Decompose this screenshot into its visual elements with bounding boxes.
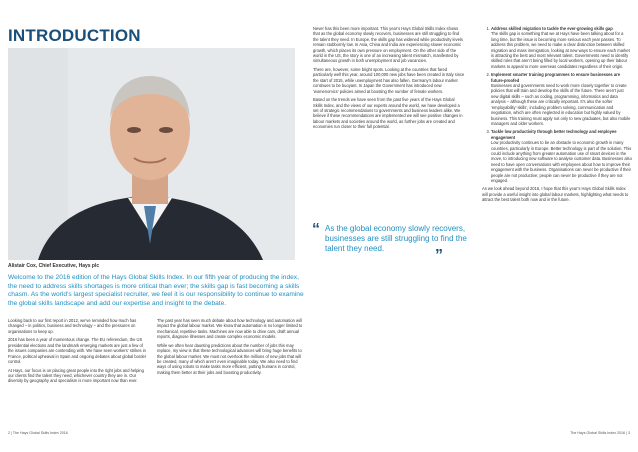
close-quote-icon: ” — [435, 247, 443, 264]
paragraph: Based on the trends we have seen from the past five years of the Hays Global Skills Index, and the views of our experts around the world, we have developed a set of strategic recommendations to governments and business leaders alike. We believe if these recommendations are implemented we will see positive changes in labour markets and societies around the world, as further jobs are created and economies run closer to their full potential. — [313, 97, 463, 130]
recommendation-heading: 1. Address skilled migration to tackle the ever-growing skills gap — [491, 26, 613, 31]
body-column-1 — [8, 318, 148, 387]
page-title: INTRODUCTION — [8, 26, 141, 45]
recommendations-list — [482, 26, 632, 183]
recommendations-column — [482, 26, 632, 203]
body-column-3 — [313, 26, 465, 133]
footer-right: The Hays Global Skills Index 2016 | 3 — [570, 431, 630, 435]
paragraph: Looking back to our first report in 2012, we’ve reminded how much has changed – in politics, business and technology – and the pressures on organisations to keep up. — [8, 318, 137, 334]
footer-left: 2 | The Hays Global Skills Index 2016 — [8, 431, 68, 435]
pull-quote — [312, 221, 473, 264]
portrait-illustration — [8, 48, 295, 260]
paragraph: At Hays, our focus is on placing great people into the right jobs and helping our clients find the talent they need, whichever country they are in. Our diversity by geography and specialism is more important now than ever. — [8, 367, 144, 384]
list-item — [491, 26, 632, 69]
intro-paragraph: Welcome to the 2016 edition of the Hays Global Skills Index. In our fifth year of producing the index, the need to address skills shortages is more critical than ever; the skills gap is fast becoming a skills chasm. As the world’s largest specialist recruiter, we feel it is our responsibility to continue to examine the global skills landscape and add our expertise and insight to the debate. — [8, 274, 304, 307]
paragraph: Never has this been more important. This year’s Hays Global Skills Index shows that as the global economy slowly recovers, businesses are still struggling to find the talent they need. In Europe, the skills gap has widened while productivity levels remain stubbornly low. In Asia, China and India are experiencing slower economic growth, which places its own pressure on employment. On the other side of the world in the US, the story is one of an increasing talent mismatch, manifested by simultaneous growth in both unemployment and job vacancies. — [313, 26, 463, 64]
recommendation-body: Businesses and governments need to work more closely together to create policies that will train and develop the skills of the future. There aren’t just new digital skills – such as coding, programming, informatics and data analysis – although these are critically important. It’s also the softer ‘employability’ skills’, including problem solving, communication and negotiation, which are often neglected in education but highly valued by business. This training must apply not only to new graduates, but also mobile managers and older workers. — [491, 83, 631, 126]
pull-quote-text: As the global economy slowly recovers, businesses are still struggling to find the talent they need. — [325, 224, 467, 253]
recommendation-heading: 3. Tackle low productivity through better technology and employee engagement — [491, 129, 617, 140]
recommendation-heading: 2. Implement smarter training programmes to ensure businesses are future-proofed — [491, 72, 620, 83]
recommendation-body: The skills gap is something that we at Hays have been talking about for a long time, but the issue is becoming more serious each year passes. To address this problem, we need to make a clear distinction between skilled migration and mass immigration, looking at new ways to ensure each market is attracting the best and most relevant talent. Governments need to identify skilled roles that aren’t being filled by local workers, opening up their labour markets to appeal to more overseas candidates regardless of their origin. — [491, 31, 630, 69]
portrait-photo — [8, 48, 295, 260]
open-quote-icon: “ — [312, 221, 320, 238]
photo-caption: Alistair Cox, Chief Executive, Hays plc — [8, 263, 100, 269]
paragraph: 2016 has been a year of momentous change. The EU referendum, the US presidential elections and the landmark emerging markets are just a few of the issues companies are contending with. We have seen workers’ strikes in France, political upheaval in Spain and ongoing debates about global border control. — [8, 337, 147, 365]
recommendation-body: Low productivity continues to be an obstacle to economic growth in many countries, particularly in Europe. Better technology is part of the solution. This could include anything from greater automation use of smart devices in the move, to introducing new software to analyse customer data. Businesses also need to have open conversations with employees about how to improve their engagement with the business. Organisations can never be productive if their people are not productive; people can never be productive if they are not engaged. — [491, 140, 632, 183]
body-column-2 — [157, 318, 303, 378]
list-item — [491, 129, 632, 183]
closing-paragraph: As we look ahead beyond 2016, I hope that this year’s Hays Global Skills Index will provide a useful insight into global labour markets, highlighting what needs to attract the best talent both now and in the future. — [482, 186, 629, 203]
paragraph: There are, however, some bright spots. Looking at the countries that fared particularly well this year, around 100,000 new jobs have been created in Italy since the start of 2015, while unemployment has also fallen. Germany’s labour market continues to be buoyant. In Japan the Government has introduced new ‘womenomics’ policies aimed at boosting the number of female workers. — [313, 67, 465, 94]
paragraph: While we often hear daunting predictions about the number of jobs this may replace, my view is that these technological advances will bring huge benefits to the global labour market. We must not overlook the millions of new jobs that will be created, many of which aren’t even imaginable today. We also need to find ways of using robots to make tasks more efficient, putting humans in control, making them better at their jobs and boosting productivity. — [157, 342, 302, 375]
paragraph: The past year has seen much debate about how technology and automation will impact the global labour market. We know that automation is no longer limited to mechanical, repetitive tasks. Machines are now able to drive cars, draft annual reports, diagnose illnesses and create complex economic models. — [157, 318, 303, 340]
list-item — [491, 72, 632, 126]
